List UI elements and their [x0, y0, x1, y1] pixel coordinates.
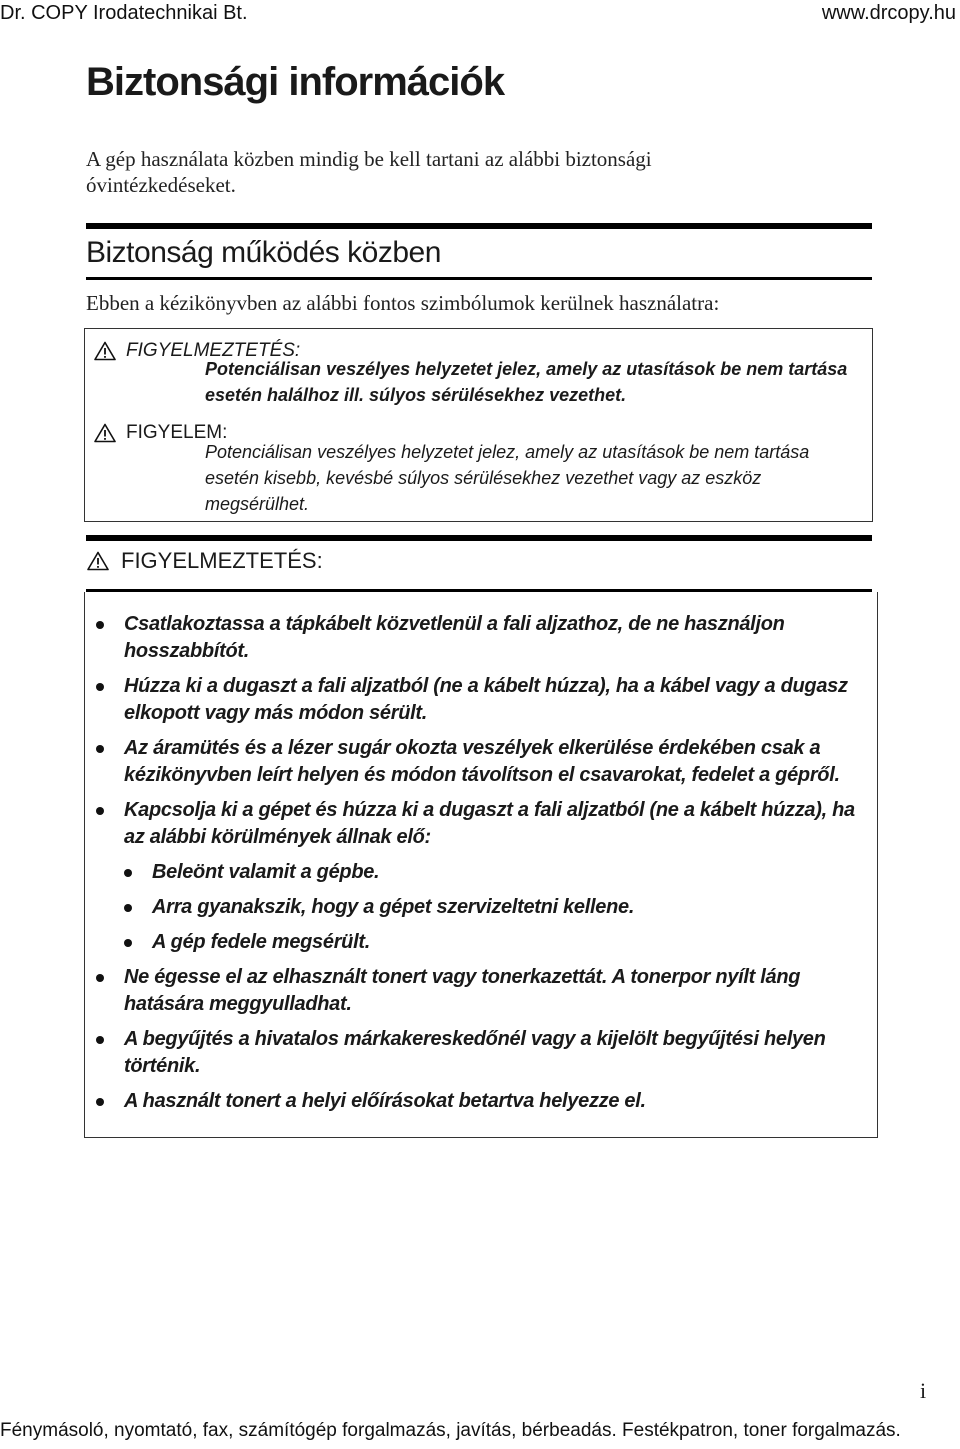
warning-list [96, 611, 866, 1123]
section-rule-top [86, 223, 872, 229]
bullet [96, 683, 104, 691]
warning-list-heading [87, 548, 323, 574]
warning-item [96, 1088, 866, 1115]
bullet [124, 904, 132, 912]
section-rule-bottom [86, 277, 872, 280]
warning-item [96, 611, 866, 665]
bullet [96, 1098, 104, 1106]
page-number: i [920, 1378, 927, 1403]
header-company: Dr. COPY Irodatechnikai Bt. [0, 2, 248, 24]
warning-item [96, 797, 866, 956]
warning-item-text: Húzza ki a dugaszt a fali aljzatból (ne a kábelt húzza), ha a kábel vagy a dugasz elkopott vagy más módon sérült. [124, 675, 848, 724]
warning-item-text: A használt tonert a helyi előírásokat betartva helyezze el. [124, 1090, 646, 1112]
section-lead: Ebben a kézikönyvben az alábbi fontos szimbólumok kerülnek használatra: [86, 291, 720, 315]
warning-triangle-icon [94, 341, 116, 361]
warning-subitem [124, 929, 866, 956]
bullet [96, 974, 104, 982]
bullet [96, 745, 104, 753]
warning-item [96, 964, 866, 1018]
warning-subitem-text: A gép fedele megsérült. [152, 931, 370, 953]
bullet [96, 621, 104, 629]
footer-text: Fénymásoló, nyomtató, fax, számítógép forgalmazás, javítás, bérbeadás. Festékpatron, toner forgalmazás. [0, 1420, 901, 1441]
warning-subitem [124, 894, 866, 921]
warning-item [96, 735, 866, 789]
symbol-warning-description: Potenciálisan veszélyes helyzetet jelez, amely az utasítások be nem tartása esetén halálhoz ill. súlyos sérülésekhez vezethet. [205, 359, 848, 405]
bullet [124, 939, 132, 947]
warning-subitem-text: Arra gyanakszik, hogy a gépet szervizeltetni kellene. [152, 896, 635, 918]
warning-subitem [124, 859, 866, 886]
warning-item-text: Az áramütés és a lézer sugár okozta veszélyek elkerülése érdekében csak a kézikönyvben leírt helyen és módon távolítson el csavarokat, fedelet a gépről. [124, 737, 840, 786]
warning-triangle-icon [94, 423, 116, 443]
intro-text: A gép használata közben mindig be kell tartani az alábbi biztonsági óvintézkedéseket. [86, 147, 652, 197]
warning-sublist [124, 859, 866, 956]
warning-list-label: FIGYELMEZTETÉS: [121, 548, 323, 573]
symbol-legend-box [84, 328, 873, 522]
warning-triangle-icon [87, 551, 109, 571]
warning-item [96, 1026, 866, 1080]
bullet [124, 869, 132, 877]
bullet [96, 807, 104, 815]
warning-item-text: Kapcsolja ki a gépet és húzza ki a dugaszt a fali aljzatból (ne a kábelt húzza), ha az alábbi körülmények állnak elő: [124, 799, 855, 848]
warning-item [96, 673, 866, 727]
page-title: Biztonsági információk [86, 60, 505, 104]
symbol-caution-label: FIGYELEM: [126, 422, 228, 443]
warning-item-text: Csatlakoztassa a tápkábelt közvetlenül a fali aljzathoz, de ne használjon hosszabbítót. [124, 613, 785, 662]
warning-item-text: Ne égesse el az elhasznált tonert vagy tonerkazettát. A tonerpor nyílt láng hatására meggyulladhat. [124, 966, 801, 1015]
warning-subitem-text: Beleönt valamit a gépbe. [152, 861, 380, 883]
warning-item-text: A begyűjtés a hivatalos márkakereskedőnél vagy a kijelölt begyűjtési helyen történik. [124, 1028, 826, 1077]
warning-rule-top [86, 535, 872, 541]
header-website: www.drcopy.hu [821, 2, 956, 24]
symbol-caution-description: Potenciálisan veszélyes helyzetet jelez, amely az utasítások be nem tartása esetén kisebb, kevésbé súlyos sérülésekhez vezethet vagy az eszköz megsérülhet. [205, 442, 810, 514]
symbol-warning-label: FIGYELMEZTETÉS: [126, 340, 301, 361]
bullet [96, 1036, 104, 1044]
section-title: Biztonság működés közben [86, 236, 441, 269]
